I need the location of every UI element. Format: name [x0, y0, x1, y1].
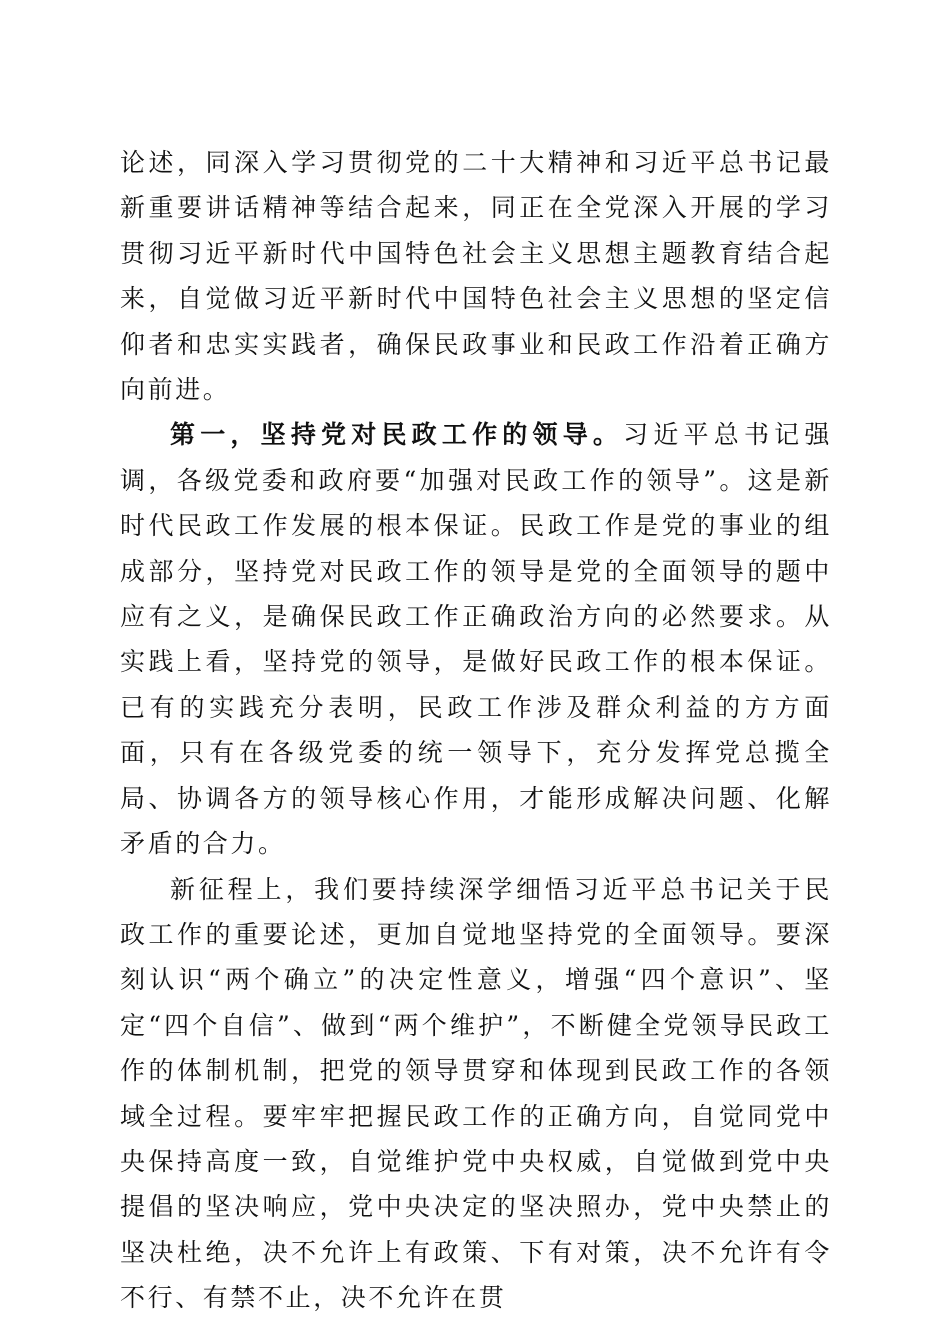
- paragraph-2-heading: 第一，坚持党对民政工作的领导。: [170, 420, 624, 450]
- paragraph-2-text: 习近平总书记强调，各级党委和政府要“加强对民政工作的领导”。这是新时代民政工作发展的根本保证。民政工作是党的事业的组成部分，坚持党对民政工作的领导是党的全面领导的题中应有之义，是确保民政工作正确政治方向的必然要求。从实践上看，坚持党的领导，是做好民政工作的根本保证。已有的实践充分表明，民政工作涉及群众利益的方方面面，只有在各级党委的统一领导下，充分发挥党总揽全局、协调各方的领导核心作用，才能形成解决问题、化解矛盾的合力。: [120, 420, 832, 859]
- paragraph-3: [120, 867, 832, 1321]
- paragraph-2: [120, 412, 832, 866]
- paragraph-3-text: 新征程上，我们要持续深学细悟习近平总书记关于民政工作的重要论述，更加自觉地坚持党的全面领导。要深刻认识“两个确立”的决定性意义，增强“四个意识”、坚定“四个自信”、做到“两个维护”，不断健全党领导民政工作的体制机制，把党的领导贯穿和体现到民政工作的各领域全过程。要牢牢把握民政工作的正确方向，自觉同党中央保持高度一致，自觉维护党中央权威，自觉做到党中央提倡的坚决响应，党中央决定的坚决照办，党中央禁止的坚决杜绝，决不允许上有政策、下有对策，决不允许有令不行、有禁不止，决不允许在贯: [120, 874, 832, 1313]
- paragraph-1: [120, 140, 832, 412]
- paragraph-1-text: 论述，同深入学习贯彻党的二十大精神和习近平总书记最新重要讲话精神等结合起来，同正在全党深入开展的学习贯彻习近平新时代中国特色社会主义思想主题教育结合起来，自觉做习近平新时代中国特色社会主义思想的坚定信仰者和忠实实践者，确保民政事业和民政工作沿着正确方向前进。: [120, 148, 832, 405]
- document-body: [120, 140, 832, 1321]
